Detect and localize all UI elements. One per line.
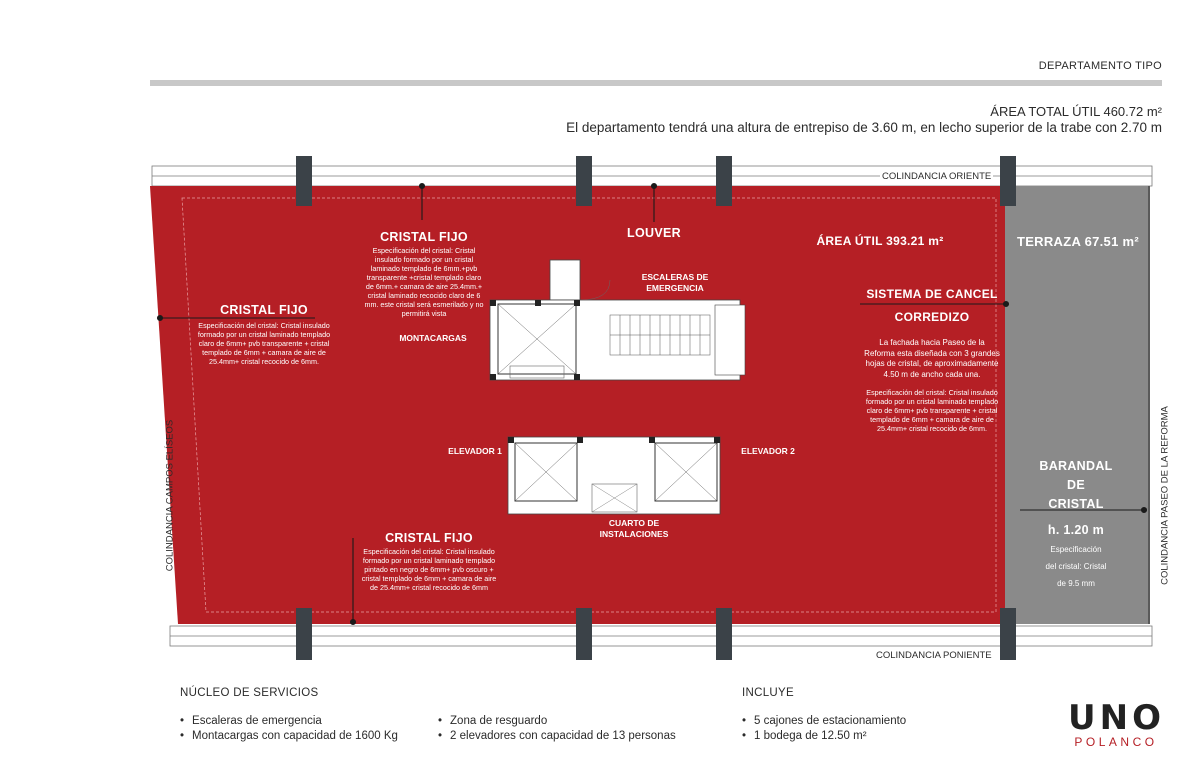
header-rule [150,80,1162,86]
elevator-core [508,437,720,514]
barandal-spec-line-1: Especificación [1050,545,1102,554]
nucleo-item: • Escaleras de emergencia [180,714,398,729]
barandal-spec-line-2: del cristal: Cristal [1045,562,1107,571]
floor-plan [140,150,1170,670]
cancel-title-1: SISTEMA DE CANCEL [866,287,998,301]
montacargas-label: MONTACARGAS [399,333,467,343]
cristal-fijo-top-title: CRISTAL FIJO [380,230,468,244]
nucleo-item: • Zona de resguardo [438,714,676,729]
cristal-fijo-top-spec: Especificación del cristal: Cristal insulado formado por un cristal laminado templado de 6mm.+pvb transparente +cristal templado claro de 6mm.+ camara de aire 25.4mm.+ cristal laminado recocido claro de 6 mm. este cristal será esmerilado y no permitirá vista [364,246,484,318]
cristal-fijo-top [362,230,486,318]
area-util-label: ÁREA ÚTIL 393.21 m² [816,234,944,248]
logo-bottom: POLANCO [1074,735,1158,749]
barandal-line-3: CRISTAL [1048,497,1104,511]
nucleo-list-b [438,714,676,744]
barandal-cristal [1014,457,1138,592]
colindancia-oriente: COLINDANCIA ORIENTE [882,171,992,182]
escaleras-label [628,272,722,294]
nucleo-title: NÚCLEO DE SERVICIOS [180,687,319,699]
barandal-height: h. 1.20 m [1047,523,1105,537]
cuarto-instalaciones-label [586,518,682,540]
incluye-item: • 1 bodega de 12.50 m² [742,729,906,744]
incluye-item: • 5 cajones de estacionamiento [742,714,906,729]
cancel-title-2: CORREDIZO [894,310,970,324]
cuarto-line-2: INSTALACIONES [599,529,669,539]
cristal-fijo-left [190,303,338,366]
uno-polanco-logo [1068,698,1165,749]
colindancia-paseo-reforma: COLINDANCIA PASEO DE LA REFORMA [1159,406,1171,585]
sheet-label: DEPARTAMENTO TIPO [1038,60,1162,72]
escaleras-line-1: ESCALERAS DE [641,272,709,282]
area-total: ÁREA TOTAL ÚTIL 460.72 m² [990,104,1162,119]
elevador-1-label: ELEVADOR 1 [448,446,502,456]
cristal-fijo-bottom [358,531,500,592]
height-note: El departamento tendrá una altura de entrepiso de 3.60 m, en lecho superior de la trabe con 2.70 m [566,120,1162,135]
terraza-label: TERRAZA 67.51 m² [1016,234,1140,249]
nucleo-item: • 2 elevadores con capacidad de 13 personas [438,729,676,744]
nucleo-item: • Montacargas con capacidad de 1600 Kg [180,729,398,744]
cancel-desc: La fachada hacia Paseo de la Reforma esta diseñada con 3 grandes hojas de cristal, de aproximadamente 4.50 m de ancho cada una. [864,338,1000,379]
barandal-line-2: DE [1067,478,1085,492]
colindancia-poniente: COLINDANCIA PONIENTE [876,650,992,661]
escaleras-line-2: EMERGENCIA [646,283,704,293]
nucleo-list-a [180,714,398,744]
louver-label: LOUVER [627,226,681,240]
cuarto-line-1: CUARTO DE [608,518,660,528]
barandal-line-1: BARANDAL [1039,459,1113,473]
incluye-title: INCLUYE [742,687,794,699]
colindancia-campos-eliseos: COLINDANCIA CAMPOS ELÍSEOS [164,419,176,572]
cancel-spec: Especificación del cristal: Cristal insulado formado por un cristal laminado templado claro de 6mm+ pvb transparente + cristal templado de 6mm + camara de aire de 25.4mm+ cristal recocido de 6mm. [865,388,999,433]
elevador-2-label: ELEVADOR 2 [741,446,795,456]
cristal-fijo-left-spec: Especificación del cristal: Cristal insulado formado por un cristal laminado templado claro de 6mm+ pvb transparente + cristal templado de 6mm + camara de aire de 25.4mm+ cristal recocido de 6mm. [197,321,331,366]
incluye-list [742,714,906,744]
barandal-spec [1014,541,1138,592]
cristal-fijo-bottom-spec: Especificación del cristal: Cristal insulado formado por un cristal laminado templado pintado en negro de 6mm+ pvb oscuro + cristal templado de 6mm + camara de aire de 25.4mm+ cristal recocido de 6mm [361,547,497,592]
sistema-cancel [858,287,1006,433]
barandal-spec-line-3: de 9.5 mm [1057,579,1095,588]
cristal-fijo-left-title: CRISTAL FIJO [220,303,308,317]
terrace-edge [1148,186,1150,624]
cristal-fijo-bottom-title: CRISTAL FIJO [385,531,473,545]
logo-top: UNO [1068,698,1165,738]
